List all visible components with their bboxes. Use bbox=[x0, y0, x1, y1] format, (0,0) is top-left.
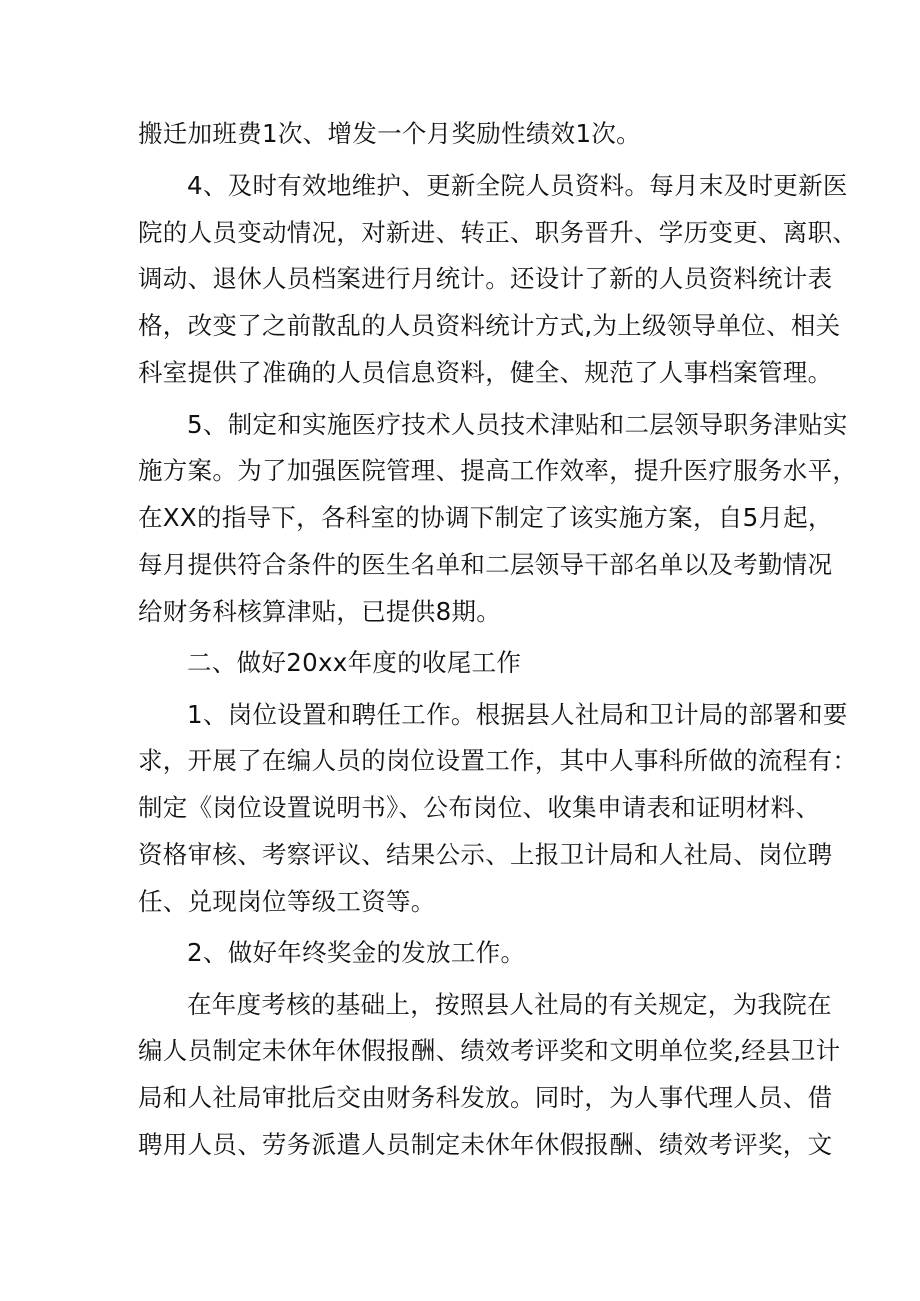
text-line: 任、兑现岗位等级工资等。 bbox=[138, 887, 436, 916]
paragraph-first-line: 1、岗位设置和聘任工作。根据县人社局和卫计局的部署和要 bbox=[187, 700, 848, 729]
text-line: 编人员制定未休年休假报酬、绩效考评奖和文明单位奖,经县卫计 bbox=[138, 1036, 841, 1065]
paragraph-first-line: 2、做好年终奖金的发放工作。 bbox=[187, 938, 526, 967]
paragraph-first-line: 5、制定和实施医疗技术人员技术津贴和二层领导职务津贴实 bbox=[187, 410, 848, 439]
text-line: 施方案。为了加强医院管理、提高工作效率，提升医疗服务水平， bbox=[138, 456, 858, 485]
text-line: 每月提供符合条件的医生名单和二层领导干部名单以及考勤情况 bbox=[138, 550, 833, 579]
text-line: 聘用人员、劳务派遣人员制定未休年休假报酬、绩效考评奖，文 bbox=[138, 1130, 833, 1159]
text-line: 求，开展了在编人员的岗位设置工作，其中人事科所做的流程有： bbox=[138, 746, 858, 775]
text-line: 在XX的指导下，各科室的协调下制定了该实施方案，自5月起， bbox=[138, 503, 833, 532]
text-line: 调动、退休人员档案进行月统计。还设计了新的人员资料统计表 bbox=[138, 264, 833, 293]
text-line: 给财务科核算津贴，已提供8期。 bbox=[138, 597, 502, 626]
paragraph-first-line: 在年度考核的基础上，按照县人社局的有关规定，为我院在 bbox=[187, 990, 832, 1019]
text-line: 格，改变了之前散乱的人员资料统计方式,为上级领导单位、相关 bbox=[138, 311, 841, 340]
text-line: 制定《岗位设置说明书》、公布岗位、收集申请表和证明材料、 bbox=[138, 793, 821, 822]
text-line: 院的人员变动情况，对新进、转正、职务晋升、学历变更、离职、 bbox=[138, 218, 858, 247]
text-line: 科室提供了准确的人员信息资料，健全、规范了人事档案管理。 bbox=[138, 358, 833, 387]
section-heading: 二、做好20xx年度的收尾工作 bbox=[187, 648, 522, 677]
paragraph-first-line: 4、及时有效地维护、更新全院人员资料。每月末及时更新医 bbox=[187, 171, 848, 200]
text-line: 搬迁加班费1次、增发一个月奖励性绩效1次。 bbox=[138, 119, 641, 148]
text-line: 资格审核、考察评议、结果公示、上报卫计局和人社局、岗位聘 bbox=[138, 840, 833, 869]
text-line: 局和人社局审批后交由财务科发放。同时，为人事代理人员、借 bbox=[138, 1083, 833, 1112]
